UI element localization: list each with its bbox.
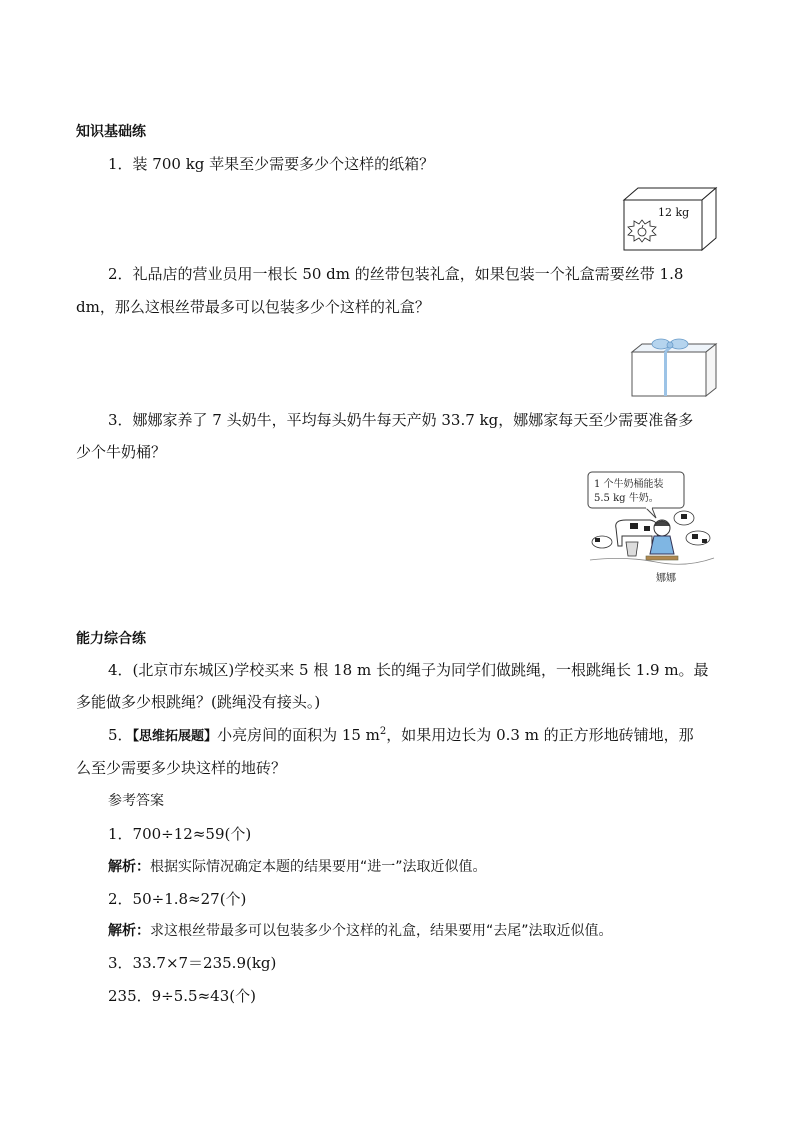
question-5-number: 5． [108, 726, 133, 744]
question-5-line-2: 么至少需要多少块这样的地砖？ [76, 759, 287, 777]
gift-box-figure [628, 336, 720, 398]
answer-1-label: 解析： [108, 859, 150, 875]
answer-1-explanation [108, 856, 487, 878]
milk-bucket-icon [626, 542, 638, 556]
answer-3-step-2: 235．9÷5.5≈43(个) [108, 987, 256, 1005]
apple-box-figure [620, 186, 718, 252]
question-2-line-1: 2．礼品店的营业员用一根长 50 dm 的丝带包装礼盒，如果包装一个礼盒需要丝带 1.8 [108, 265, 684, 283]
section-title-ability: 能力综合练 [76, 631, 146, 647]
question-5-text: 小亮房间的面积为 15 m [217, 726, 380, 744]
section-title-answers: 参考答案 [108, 793, 164, 809]
question-2-line-2: dm，那么这根丝带最多可以包装多少个这样的礼盒？ [76, 298, 430, 316]
answer-3: 3．33.7×7＝235.9(kg) [108, 954, 277, 972]
apple-icon [638, 228, 646, 236]
answer-1: 1．700÷12≈59(个) [108, 825, 252, 843]
box-weight-label: 12 kg [658, 206, 690, 219]
question-5-superscript: 2 [379, 726, 387, 737]
answer-2-label: 解析： [108, 923, 150, 939]
bubble-line-2: 5.5 kg 牛奶。 [594, 493, 659, 504]
question-4-line-1: 4．(北京市东城区)学校买来 5 根 18 m 长的绳子为同学们做跳绳，一根跳绳长 1.9 m。最 [108, 661, 709, 679]
bubble-line-1: 1 个牛奶桶能装 [594, 479, 664, 490]
question-1: 1．装 700 kg 苹果至少需要多少个这样的纸箱？ [108, 155, 435, 173]
answer-2: 2．50÷1.8≈27(个) [108, 890, 247, 908]
question-5-line-1 [108, 724, 694, 748]
question-3-line-1: 3．娜娜家养了 7 头奶牛，平均每头奶牛每天产奶 33.7 kg，娜娜家每天至少需要准备多 [108, 411, 694, 429]
milk-illustration-figure [586, 470, 718, 586]
question-5-rest: ，如果用边长为 0.3 m 的正方形地砖铺地，那 [386, 726, 694, 744]
question-3-line-2: 少个牛奶桶？ [76, 443, 167, 461]
girl-name-label: 娜娜 [656, 573, 676, 584]
answer-2-explanation [108, 920, 613, 942]
question-4-line-2: 多能做多少根跳绳？(跳绳没有接头。) [76, 693, 321, 711]
answer-1-text: 根据实际情况确定本题的结果要用“进一”法取近似值。 [150, 859, 487, 875]
question-5-tag: 【思维拓展题】 [132, 729, 218, 744]
section-title-basic: 知识基础练 [76, 124, 146, 140]
answer-2-text: 求这根丝带最多可以包装多少个这样的礼盒，结果要用“去尾”法取近似值。 [150, 923, 613, 939]
